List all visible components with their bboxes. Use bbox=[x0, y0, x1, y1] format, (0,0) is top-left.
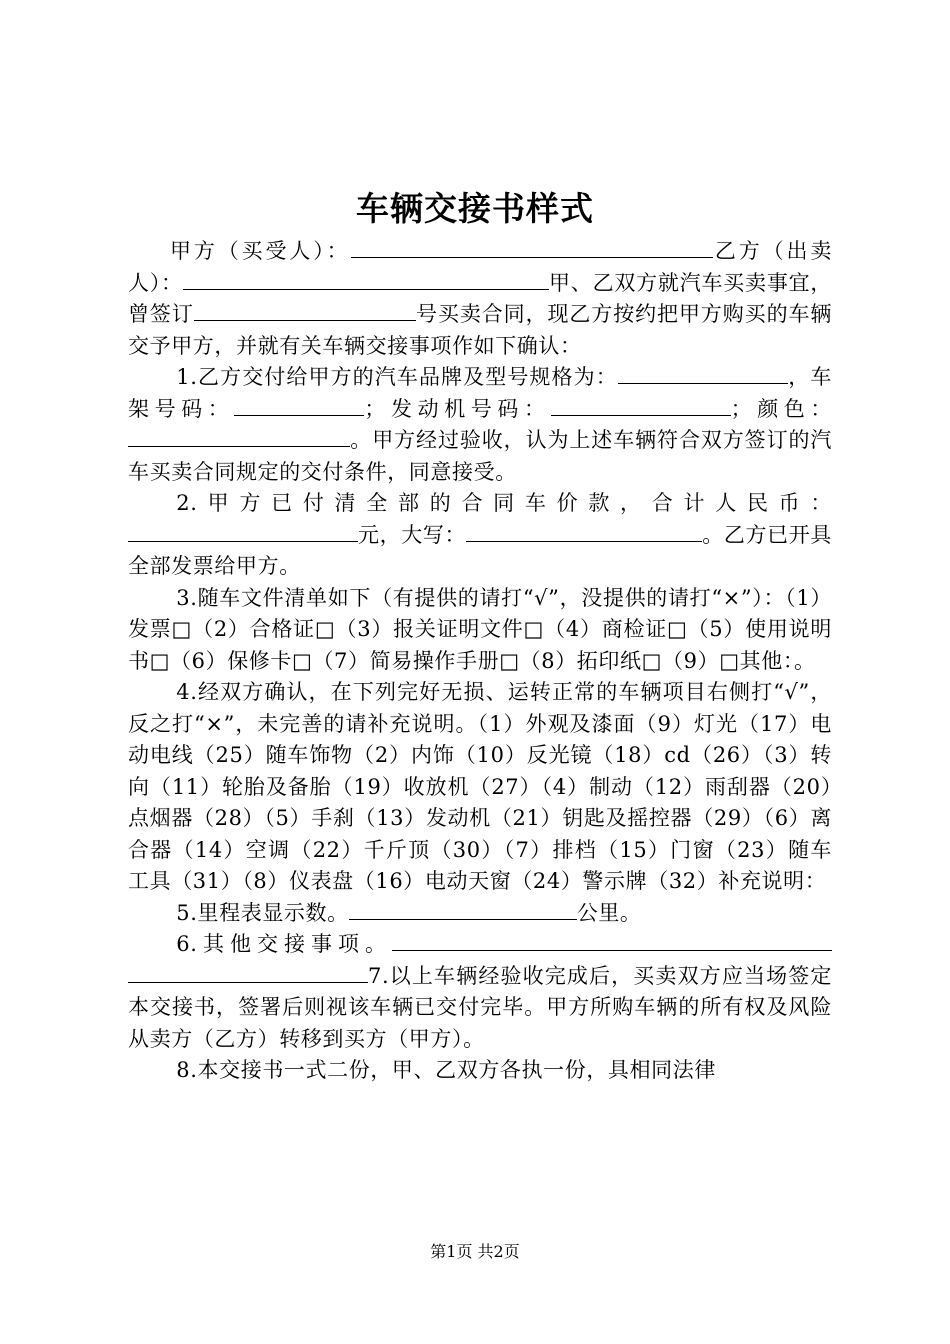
page-footer: 第1页 共2页 bbox=[430, 1242, 520, 1261]
item-1-vin-label: ，车架号码： bbox=[128, 365, 832, 421]
item-6-other-label: 6.其他交接事项。 bbox=[176, 932, 392, 956]
party-b-blank bbox=[183, 269, 549, 290]
price-capital-blank bbox=[466, 521, 702, 542]
odometer-blank bbox=[349, 899, 577, 920]
intro-paragraph bbox=[128, 236, 832, 362]
item-1-paragraph bbox=[128, 362, 832, 488]
intro-text-confirm: 号买卖合同，现乙方按约把甲方购买的车辆交予甲方，并就有关车辆交接事项作如下确认： bbox=[128, 302, 832, 358]
price-amount-blank bbox=[128, 521, 358, 542]
other-matters-blank bbox=[392, 930, 832, 951]
brand-model-blank bbox=[618, 363, 788, 384]
document-body bbox=[128, 236, 832, 1087]
other-matters-blank-continued bbox=[128, 962, 368, 983]
item-1-engine-label: ；发动机号码： bbox=[364, 396, 551, 421]
item-8-paragraph: 8.本交接书一式二份，甲、乙双方各执一份，具相同法律 bbox=[176, 1058, 716, 1082]
color-blank bbox=[128, 426, 350, 447]
item-1-acceptance-text: 。甲方经过验收，认为上述车辆符合双方签订的汽车买卖合同规定的交付条件，同意接受。 bbox=[128, 428, 832, 484]
item-4-paragraph: 4.经双方确认，在下列完好无损、运转正常的车辆项目右侧打“√”，反之打“×”，未完善的请补充说明。（1）外观及漆面（9）灯光（17）电动电线（25）随车饰物（2）内饰（10）反光镜（18）cd（26）（3）转向（11）轮胎及备胎（19）收放机（27）（4）制动（12）雨刮器（20）点烟器（28）（5）手刹（13）发动机（21）钥匙及摇控器（29）（6）离合器（14）空调（22）千斤顶（30）（7）排档（15）门窗（23）随车工具（31）（8）仪表盘（16）电动天窗（24）警示牌（32）补充说明： bbox=[128, 680, 832, 893]
item-2-capital-label: 元，大写： bbox=[358, 522, 467, 547]
party-b-label: 乙方（出卖人）： bbox=[128, 239, 832, 295]
item-2-price-label: 2.甲方已付清全部的合同车价款，合计人民币： bbox=[176, 491, 832, 515]
item-2-invoice-text: 。乙方已开具全部发票给甲方。 bbox=[128, 522, 832, 578]
item-3-paragraph: 3.随车文件清单如下（有提供的请打“√”，没提供的请打“×”）：（1）发票□（2）合格证□（3）报关证明文件□（4）商检证□（5）使用说明书□（6）保修卡□（7）简易操作手册□（8）拓印纸□（9）□其他：。 bbox=[128, 585, 832, 673]
item-5-unit: 公里。 bbox=[576, 900, 642, 925]
party-a-label: 甲方（买受人）： bbox=[170, 239, 351, 263]
item-6-paragraph bbox=[128, 929, 832, 1055]
vin-blank bbox=[234, 395, 364, 416]
item-5-odometer-label: 5.里程表显示数。 bbox=[176, 900, 349, 925]
item-1-color-label: ；颜色： bbox=[730, 396, 833, 421]
contract-number-blank bbox=[194, 300, 416, 321]
intro-text-contract: 甲、乙双方就汽车买卖事宜，曾签订 bbox=[128, 270, 832, 326]
item-7-text: 7.以上车辆经验收完成后，买卖双方应当场签定本交接书，签署后则视该车辆已交付完毕。甲方所购车辆的所有权及风险从卖方（乙方）转移到买方（甲方）。 bbox=[128, 963, 832, 1051]
engine-number-blank bbox=[551, 395, 731, 416]
item-5-paragraph bbox=[128, 898, 832, 930]
item-1-brand-label: 1.乙方交付给甲方的汽车品牌及型号规格为： bbox=[176, 365, 618, 389]
item-2-paragraph bbox=[128, 488, 832, 583]
party-a-blank bbox=[351, 237, 713, 258]
document-title: 车辆交接书样式 bbox=[356, 189, 594, 228]
